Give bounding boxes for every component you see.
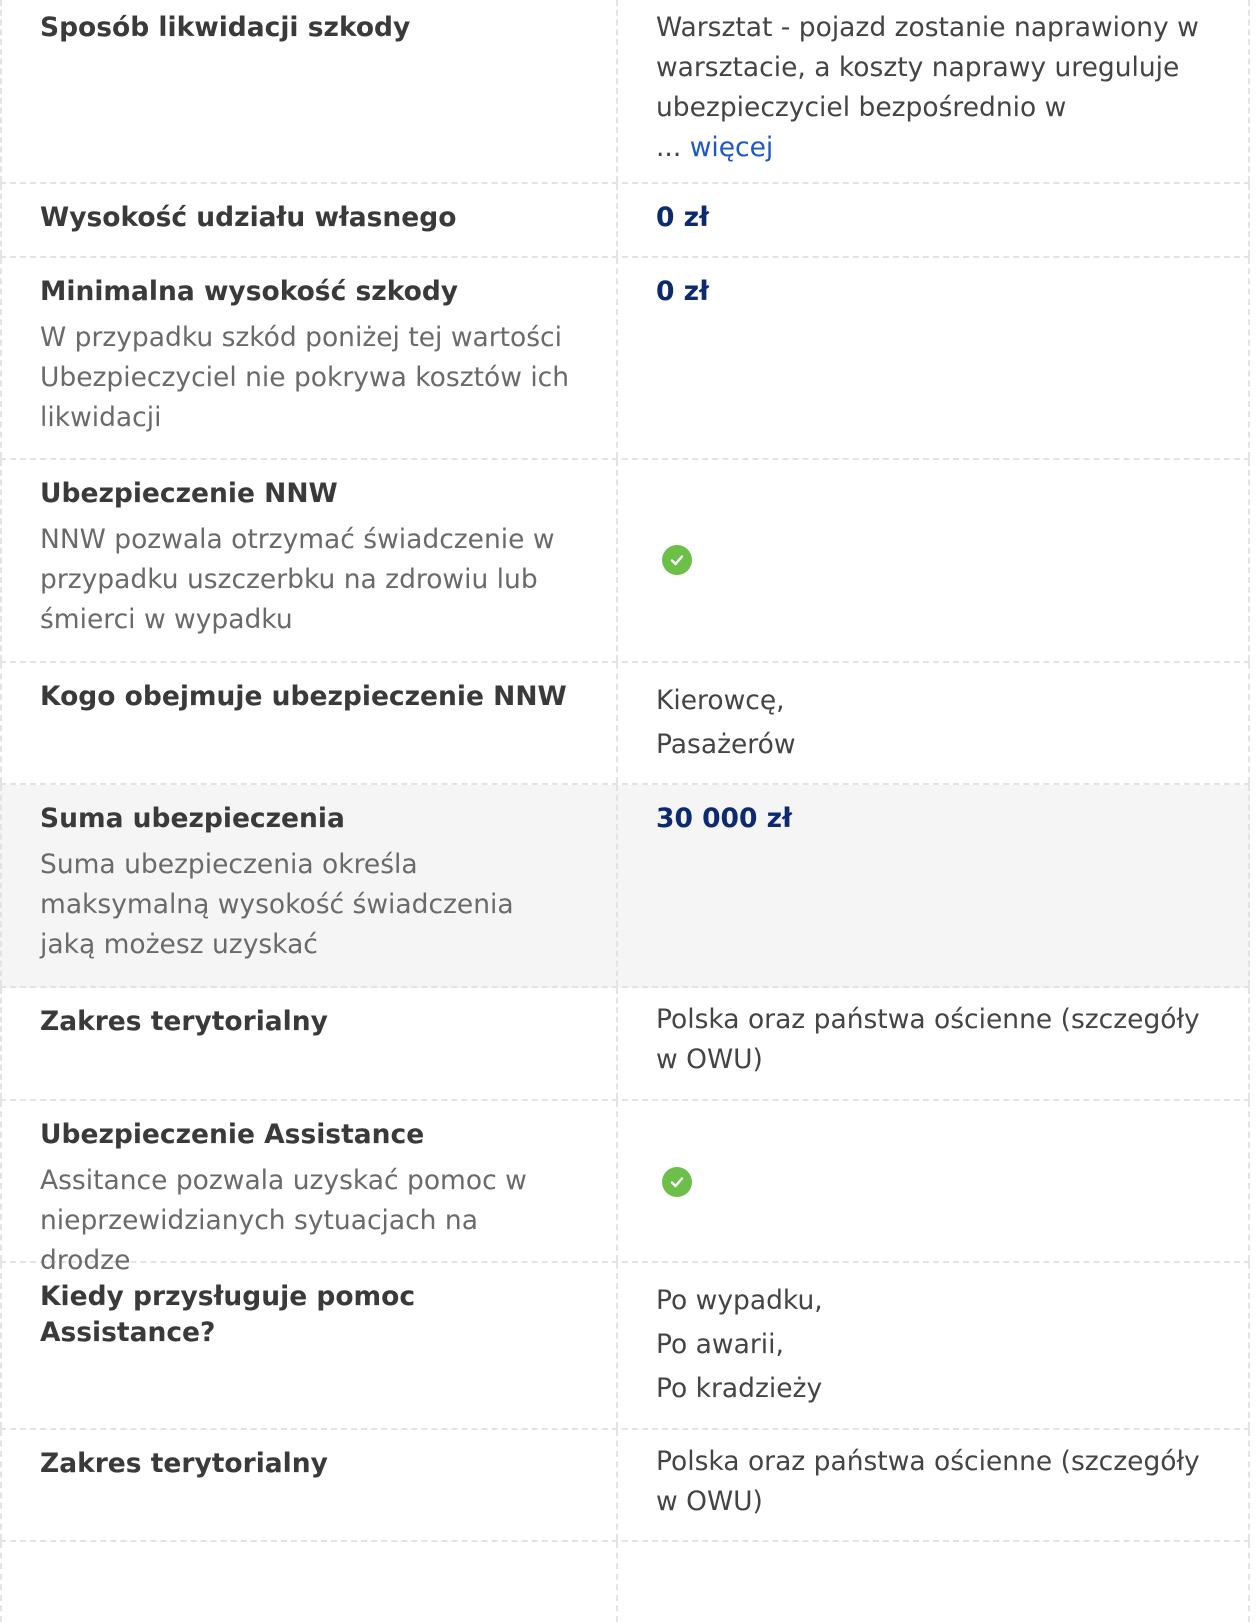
row-label-cell (0, 1430, 618, 1540)
row-value-cell (618, 663, 1250, 783)
list-item: Po wypadku, (656, 1285, 823, 1316)
table-row (0, 663, 1250, 785)
table-row (0, 184, 1250, 258)
table-row (0, 988, 1250, 1101)
row-label: Kogo obejmuje ubezpieczenie NNW (40, 681, 567, 712)
row-value-cell (618, 988, 1250, 1099)
row-label-cell (0, 1542, 618, 1622)
check-circle-icon (662, 1167, 692, 1197)
row-description: W przypadku szkód poniżej tej wartości Ubezpieczyciel nie pokrywa kosztów ich likwidacji (40, 322, 570, 433)
row-label-cell (0, 663, 618, 783)
row-value-cell (618, 1263, 1250, 1428)
table-row (0, 0, 1250, 184)
ellipsis: ... (656, 132, 682, 163)
row-label-cell (0, 988, 618, 1099)
row-value-cell (618, 1101, 1250, 1261)
list-item: Po awarii, (656, 1329, 784, 1360)
row-description: Suma ubezpieczenia określa maksymalną wysokość świadczenia jaką możesz uzyskać (40, 849, 514, 960)
row-description: Assitance pozwala uzyskać pomoc w nieprzewidzianych sytuacjach na drodze (40, 1165, 527, 1276)
territory-value: Polska oraz państwa ościenne (szczegóły w OWU) (656, 1004, 1200, 1075)
list-item: Pasażerów (656, 729, 796, 760)
row-label-cell (0, 785, 618, 986)
min-damage-value: 0 zł (656, 276, 709, 307)
row-label: Ubezpieczenie Assistance (40, 1119, 425, 1150)
sum-insured-value: 30 000 zł (656, 803, 792, 834)
list-item: Po kradzieży (656, 1373, 823, 1404)
row-label-cell (0, 460, 618, 661)
row-value-cell (618, 1430, 1250, 1540)
row-label-cell (0, 0, 618, 182)
check-circle-icon (662, 545, 692, 575)
value-list (656, 679, 1210, 767)
row-label: Zakres terytorialny (40, 1006, 328, 1037)
territory-value: Polska oraz państwa ościenne (szczegóły w OWU) (656, 1446, 1200, 1517)
row-label-cell (0, 1101, 618, 1276)
row-label: Kiedy przysługuje pomoc Assistance? (40, 1281, 416, 1348)
row-label: Minimalna wysokość szkody (40, 276, 459, 307)
row-value-cell (618, 1542, 1250, 1622)
row-value-cell (618, 258, 1250, 458)
table-row (0, 460, 1250, 663)
table-row (0, 258, 1250, 460)
row-description: NNW pozwala otrzymać świadczenie w przypadku uszczerbku na zdrowiu lub śmierci w wypadku (40, 524, 555, 635)
row-value-cell (618, 0, 1250, 182)
value-list (656, 1279, 1210, 1411)
table-row (0, 1263, 1250, 1430)
row-label: Zakres terytorialny (40, 1448, 328, 1479)
row-label: Sposób likwidacji szkody (40, 12, 411, 43)
table-row (0, 1542, 1250, 1622)
row-label-cell (0, 258, 618, 458)
table-row (0, 1101, 1250, 1276)
own-contribution-value: 0 zł (656, 202, 709, 233)
row-value (656, 8, 1210, 168)
row-label-cell (0, 1263, 618, 1428)
claim-method-text: Warsztat - pojazd zostanie naprawiony w warsztacie, a koszty naprawy ureguluje ubezpieczyciel bezpośrednio w (656, 12, 1199, 123)
row-label: Suma ubezpieczenia (40, 803, 345, 834)
table-row (0, 1430, 1250, 1542)
row-value-cell (618, 460, 1250, 661)
more-link[interactable]: więcej (689, 132, 774, 163)
list-item: Kierowcę, (656, 685, 785, 716)
row-label: Wysokość udziału własnego (40, 202, 457, 233)
row-value-cell (618, 785, 1250, 986)
row-label-cell (0, 184, 618, 256)
row-label: Ubezpieczenie NNW (40, 478, 338, 509)
row-value-cell (618, 184, 1250, 256)
table-row (0, 785, 1250, 988)
